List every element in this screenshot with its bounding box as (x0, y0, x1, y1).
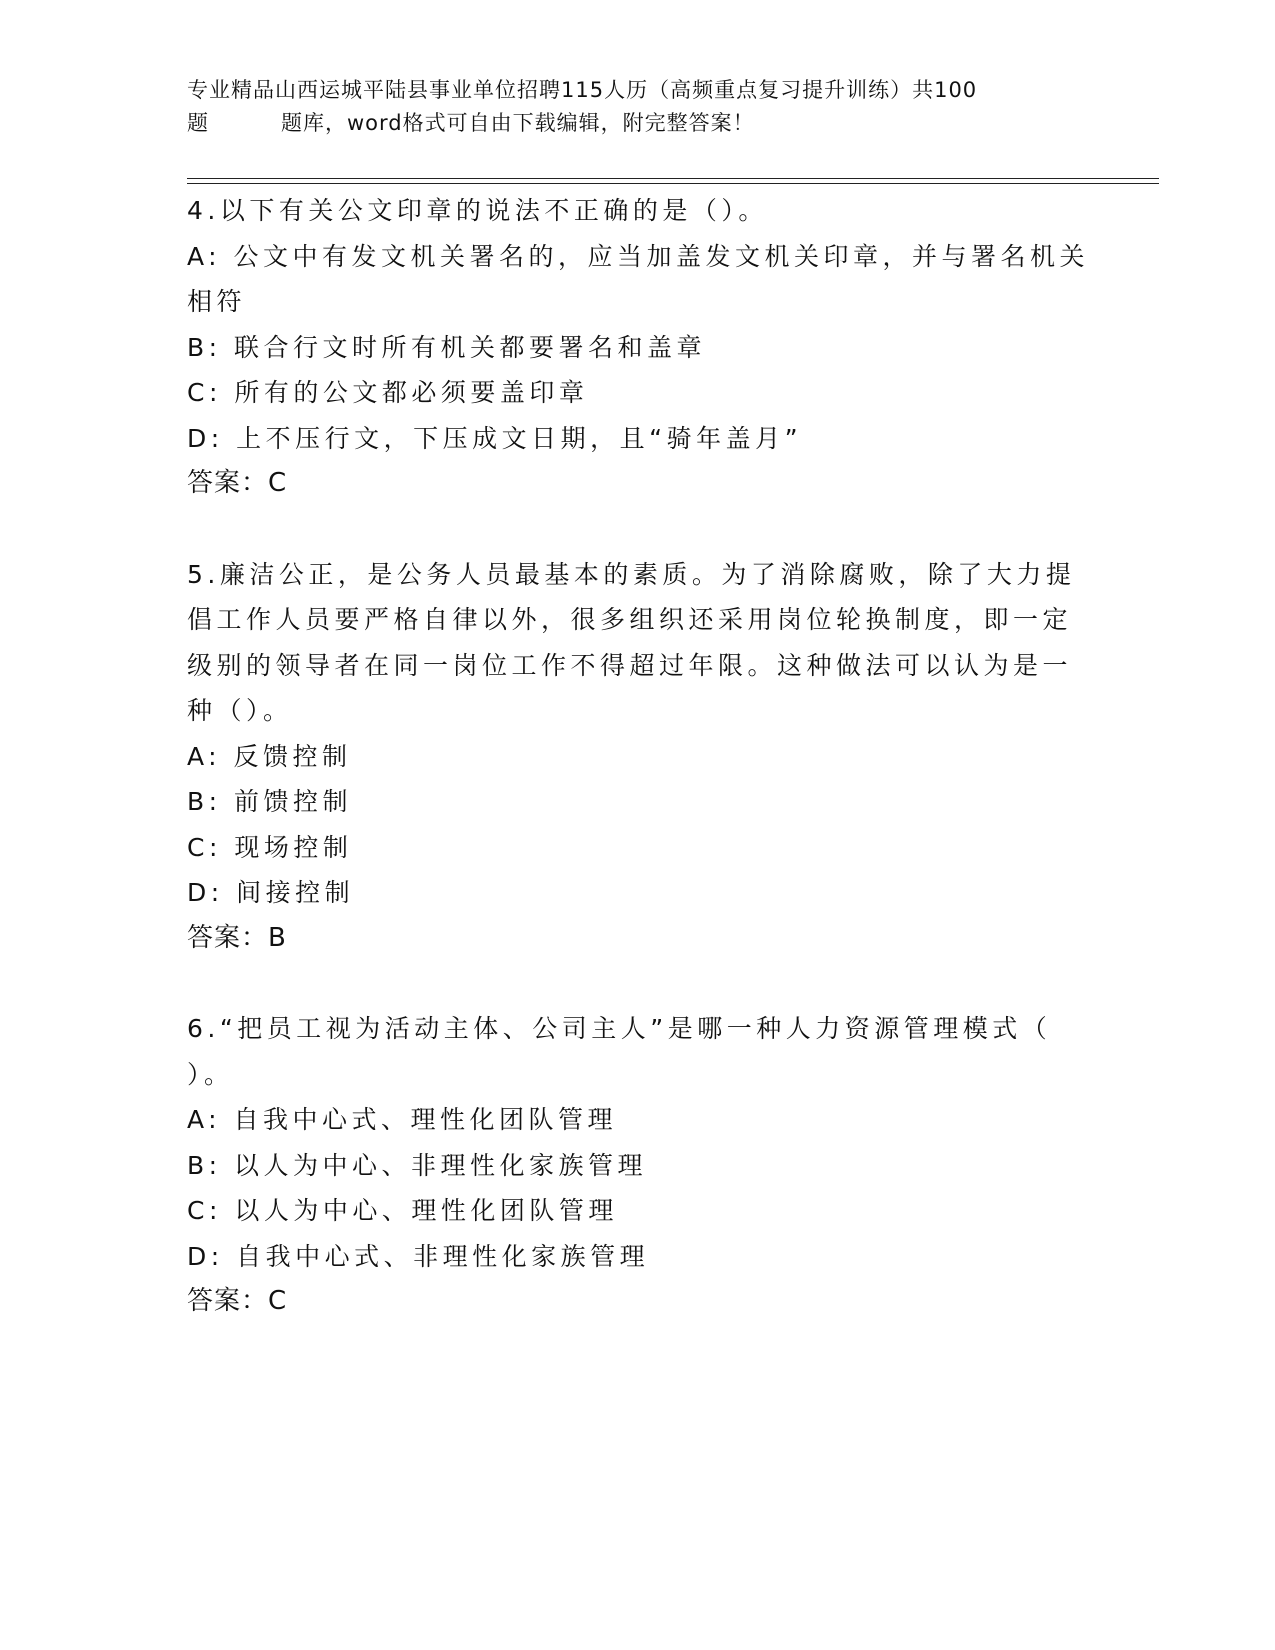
question-stem-continued: ）。 (187, 1059, 234, 1089)
header-divider-top (187, 178, 1159, 179)
question-5 (187, 552, 1087, 962)
option-d: D: 间接控制 (187, 878, 355, 907)
option-c: C: 所有的公文都必须要盖印章 (187, 378, 589, 407)
question-stem-continued: 级别的领导者在同一岗位工作不得超过年限。这种做法可以认为是一 (187, 650, 1073, 680)
question-stem: 5.廉洁公正，是公务人员最基本的素质。为了消除腐败，除了大力提 (187, 559, 1076, 589)
option-a-continued: 相符 (187, 287, 247, 316)
header-title-line-2-left: 题 (187, 111, 209, 135)
header-title-line-2 (187, 107, 1087, 140)
question-list (187, 188, 1090, 1325)
answer-line: 答案：C (187, 1286, 288, 1316)
header-title-line-1: 专业精品山西运城平陆县事业单位招聘115人历（高频重点复习提升训练）共100 (187, 78, 978, 102)
question-stem: 4.以下有关公文印章的说法不正确的是（）。 (187, 196, 768, 225)
option-b: B: 联合行文时所有机关都要署名和盖章 (187, 332, 707, 362)
option-c: C: 现场控制 (187, 832, 353, 862)
option-d: D: 自我中心式、非理性化家族管理 (187, 1241, 650, 1271)
document-header (187, 74, 1087, 140)
header-divider-bottom (187, 183, 1159, 184)
question-4 (187, 188, 1090, 507)
option-b: B: 前馈控制 (187, 787, 353, 816)
question-6 (187, 1006, 1087, 1325)
answer-line: 答案：C (187, 468, 288, 498)
question-stem-continued: 倡工作人员要严格自律以外，很多组织还采用岗位轮换制度，即一定 (187, 605, 1073, 634)
option-a: A: 反馈控制 (187, 741, 352, 771)
option-c: C: 以人为中心、理性化团队管理 (187, 1196, 618, 1225)
question-stem-continued: 种（）。 (187, 696, 293, 725)
header-title-line-2-right: 题库，word格式可自由下载编辑，附完整答案！ (281, 111, 755, 135)
question-stem: 6.“把员工视为活动主体、公司主人”是哪一种人力资源管理模式（ (187, 1014, 1052, 1043)
option-d: D: 上不压行文，下压成文日期，且“骑年盖月” (187, 423, 803, 453)
answer-line: 答案：B (187, 922, 287, 953)
option-a: A: 公文中有发文机关署名的，应当加盖发文机关印章，并与署名机关 (187, 241, 1090, 271)
option-b: B: 以人为中心、非理性化家族管理 (187, 1150, 648, 1180)
option-a: A: 自我中心式、理性化团队管理 (187, 1105, 618, 1134)
